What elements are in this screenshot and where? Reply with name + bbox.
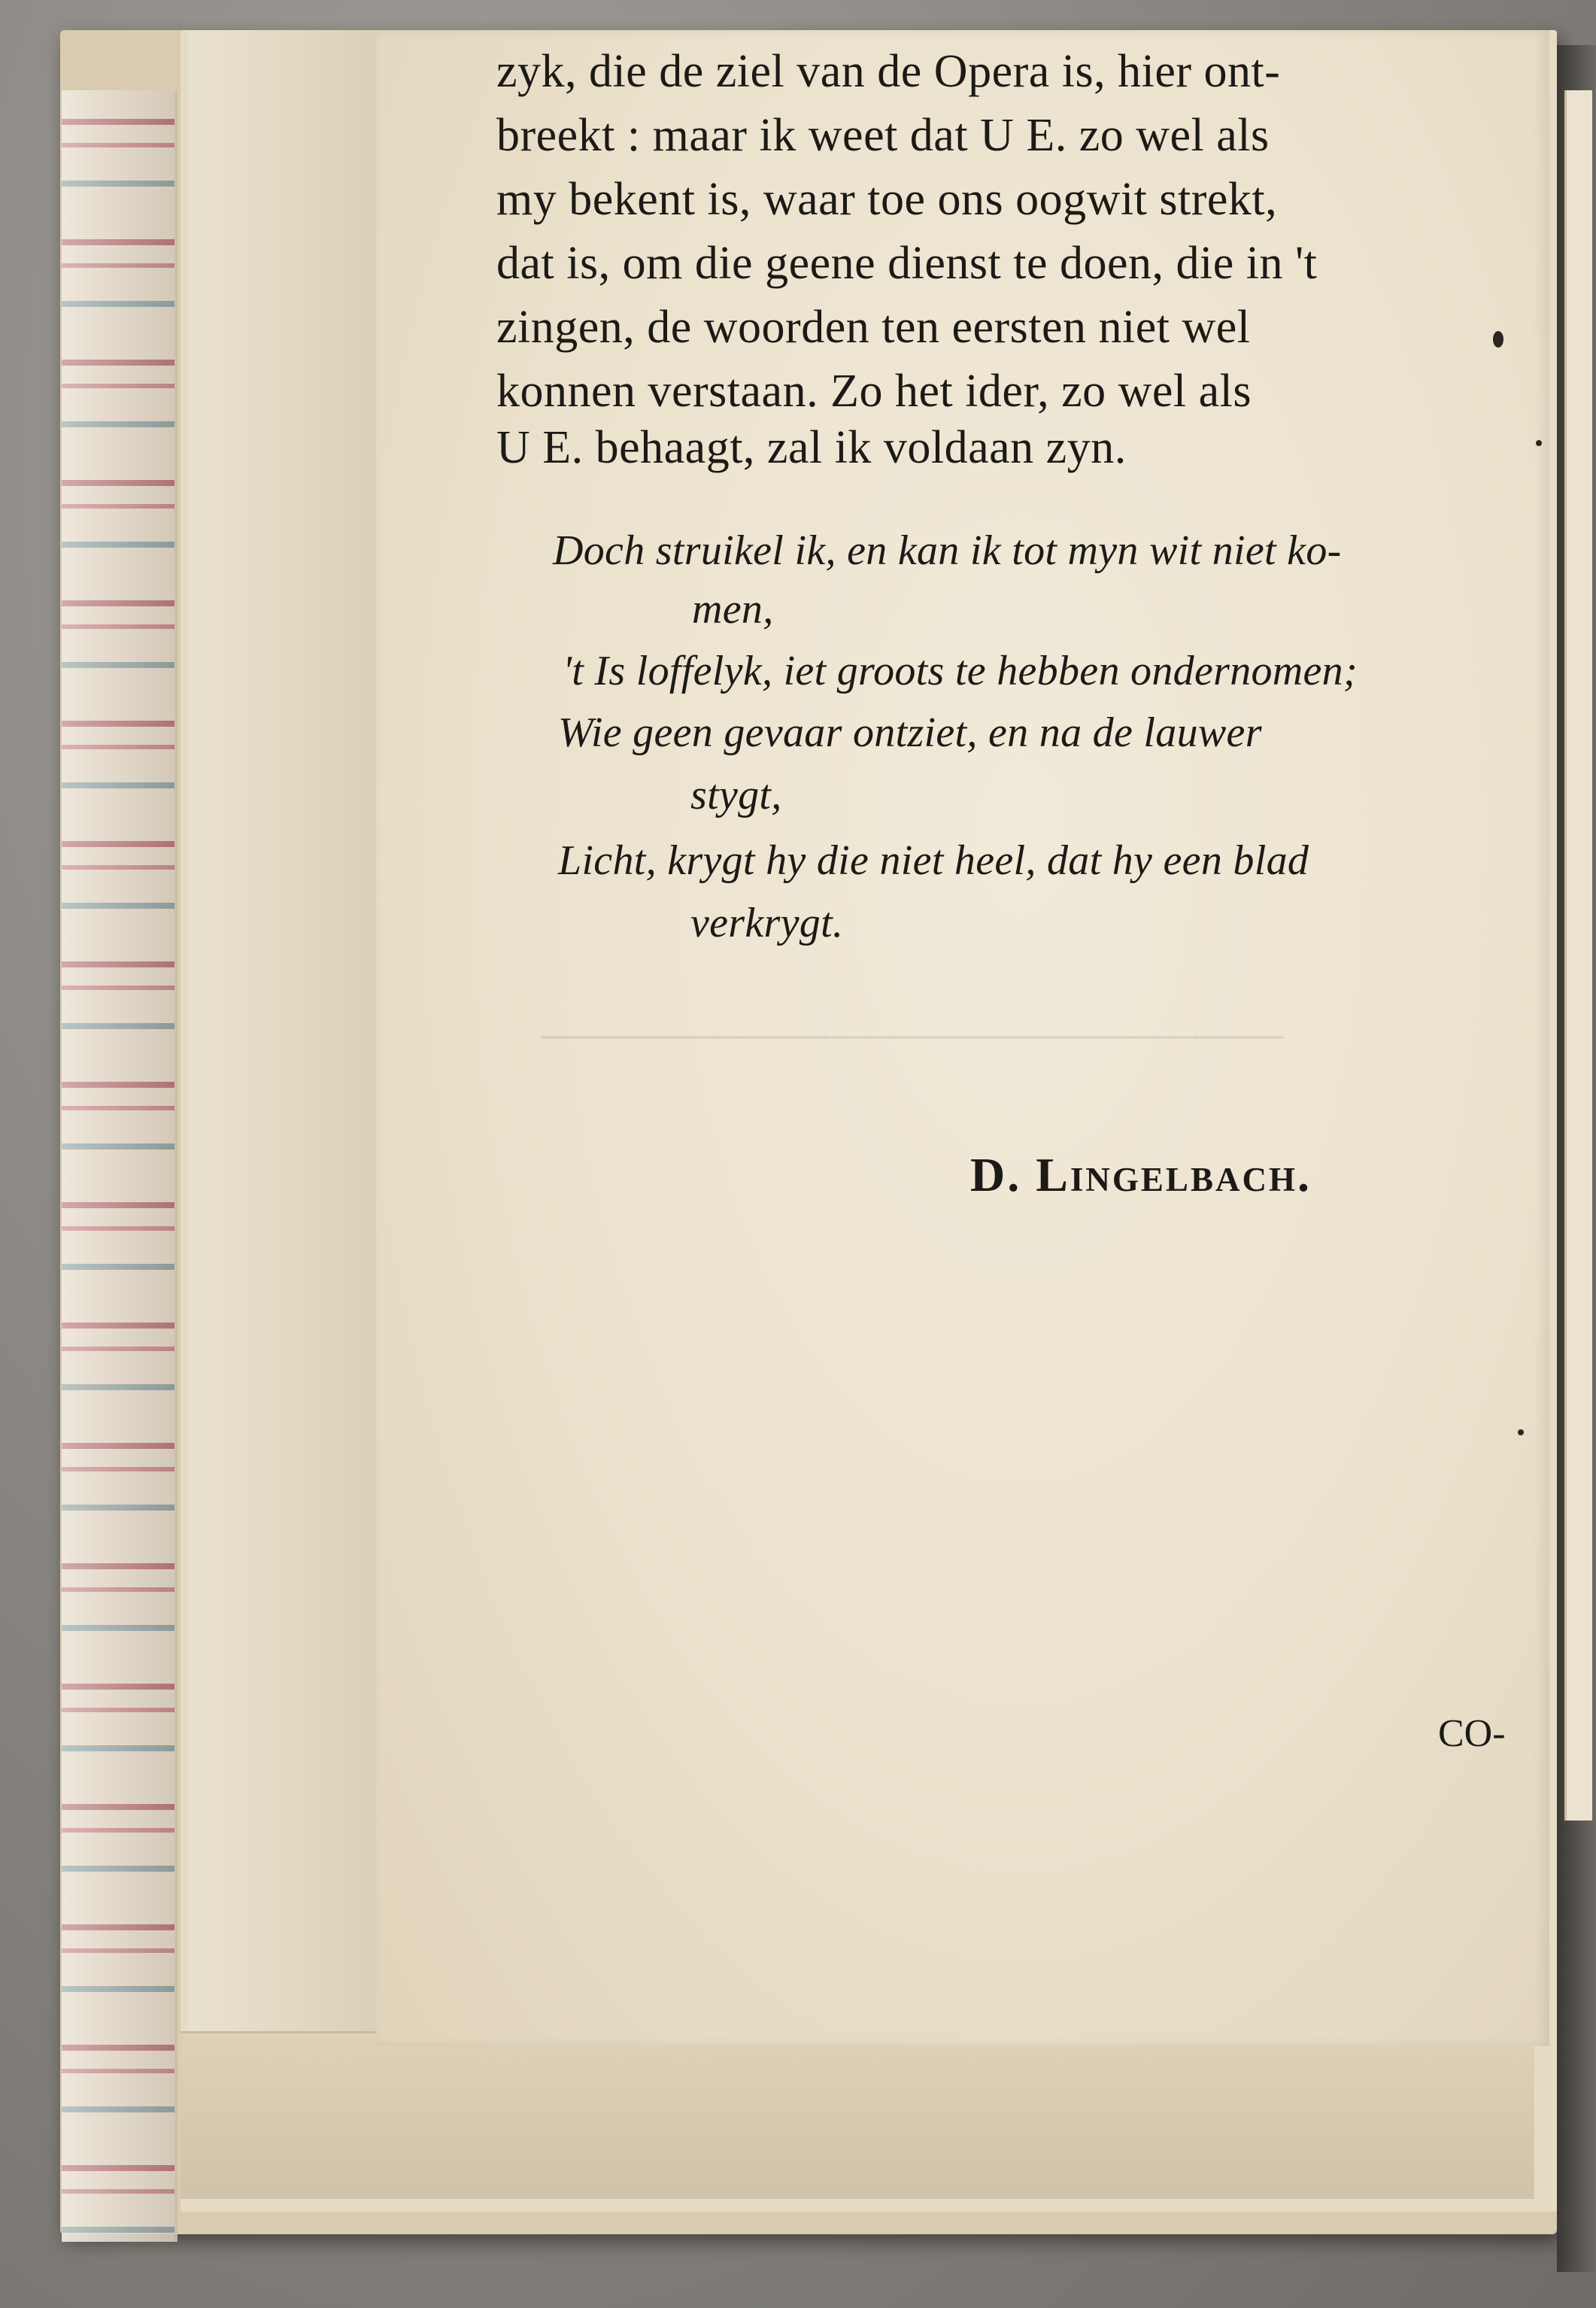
prose-line-5: zingen, de woorden ten eersten niet wel [496, 302, 1251, 353]
prose-line-1: zyk, die de ziel van de Opera is, hier ont- [496, 46, 1281, 97]
ink-speck [1493, 331, 1503, 348]
show-through-text: __________________________________ [542, 994, 1283, 1043]
catchword: CO- [1438, 1712, 1506, 1755]
verse-line-1-continuation: men, [692, 586, 774, 633]
author-signature: D. Lingelbach. [970, 1148, 1312, 1201]
prose-line-6: konnen verstaan. Zo het ider, zo wel als [496, 366, 1252, 417]
verse-line-3-continuation: stygt, [690, 772, 782, 818]
page-stack-bottom-edge [181, 2031, 1534, 2199]
gutter-margin-stub [188, 30, 385, 2197]
ink-speck [1536, 440, 1542, 446]
prose-line-4: dat is, om die geene dienst te doen, die in 't [496, 238, 1318, 289]
verse-line-2: 't Is loffelyk, iet groots te hebben ondernomen; [563, 648, 1358, 694]
ink-speck [1518, 1429, 1524, 1435]
verse-line-1: Doch struikel ik, en kan ik tot myn wit niet ko- [553, 527, 1342, 574]
spine-shading [62, 90, 174, 2242]
prose-line-2: breekt : maar ik weet dat U E. zo wel als [496, 110, 1270, 161]
prose-line-7: U E. behaagt, zal ik voldaan zyn. [496, 422, 1127, 473]
verse-line-4-continuation: verkrygt. [690, 900, 844, 946]
verse-line-4: Licht, krygt hy die niet heel, dat hy een blad [558, 837, 1309, 884]
verse-line-3: Wie geen gevaar ontziet, en na de lauwer [558, 709, 1262, 756]
prose-line-3: my bekent is, waar toe ons oogwit strekt, [496, 174, 1278, 225]
facing-leaf-edge [1564, 90, 1592, 1821]
